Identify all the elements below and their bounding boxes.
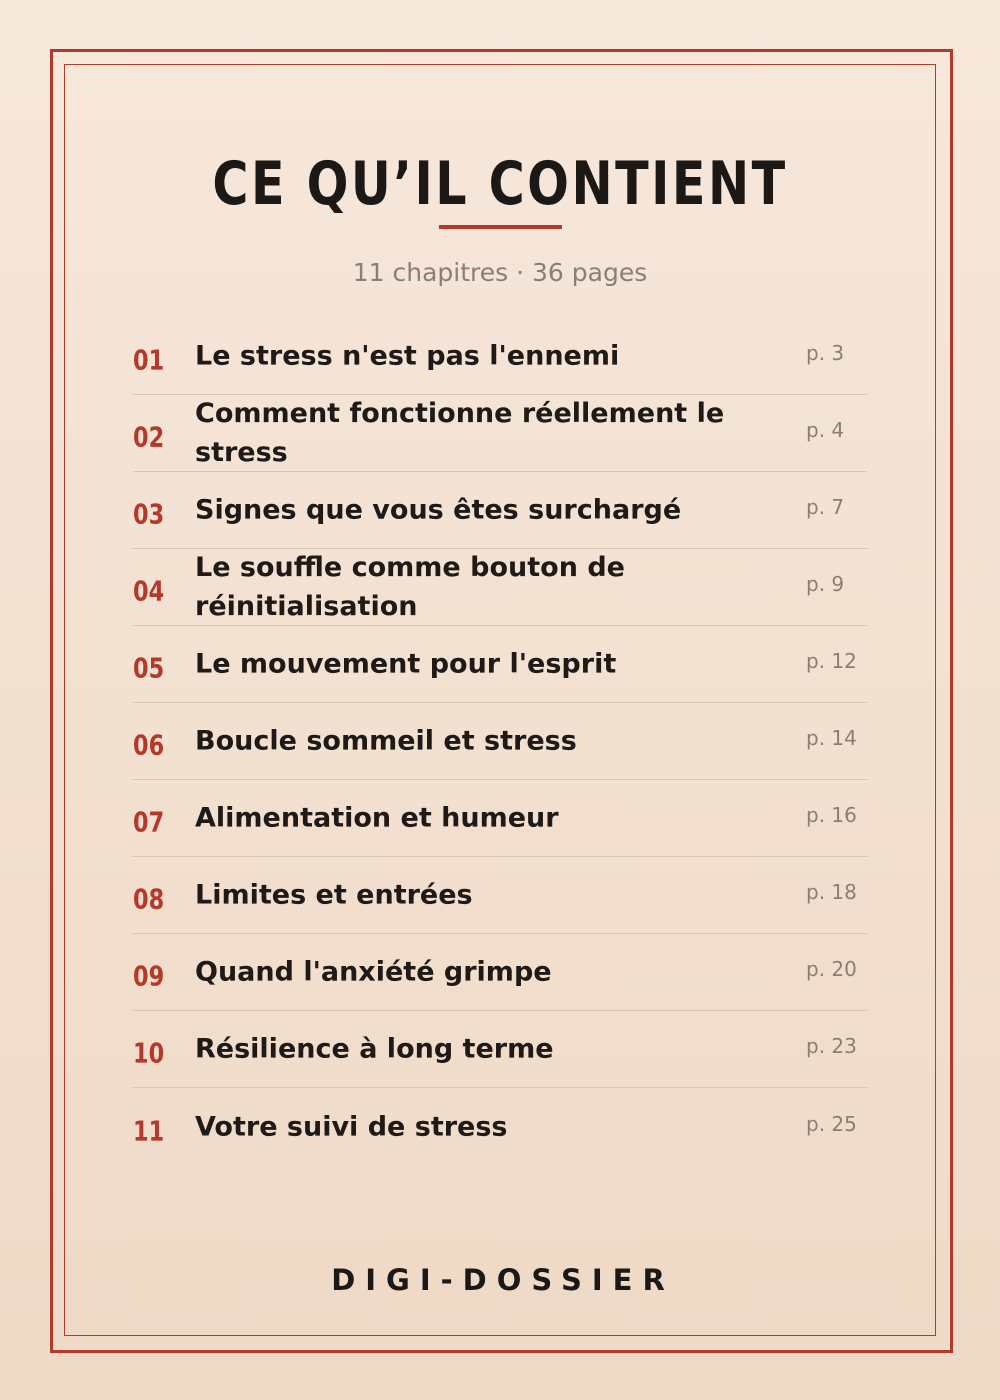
- chapter-page: p. 23: [806, 1034, 857, 1058]
- chapter-title: Boucle sommeil et stress: [195, 725, 577, 757]
- toc-row[interactable]: [133, 626, 867, 703]
- toc-row[interactable]: [133, 780, 867, 857]
- chapter-number: 04: [133, 574, 165, 608]
- chapter-number: 01: [133, 343, 165, 377]
- toc-row[interactable]: [133, 549, 867, 626]
- chapter-page: p. 4: [806, 418, 845, 442]
- chapter-number: 11: [133, 1114, 165, 1147]
- chapter-page: p. 20: [806, 957, 857, 981]
- chapter-page: p. 12: [806, 649, 857, 673]
- toc-row[interactable]: [133, 472, 867, 549]
- toc-row[interactable]: [133, 703, 867, 780]
- chapter-number: 03: [133, 497, 165, 531]
- toc-row[interactable]: [133, 318, 867, 395]
- chapter-number: 05: [133, 651, 165, 685]
- toc-row[interactable]: [133, 1088, 867, 1165]
- chapter-title: Votre suivi de stress: [195, 1111, 508, 1142]
- chapter-page: p. 25: [806, 1111, 857, 1136]
- toc-row[interactable]: [133, 857, 867, 934]
- chapter-page: p. 7: [806, 495, 845, 519]
- chapter-number: 10: [133, 1036, 165, 1070]
- chapter-title: Signes que vous êtes surchargé: [195, 494, 682, 526]
- chapter-number: 07: [133, 805, 165, 839]
- toc-row[interactable]: [133, 1011, 867, 1088]
- chapter-number: 08: [133, 882, 165, 916]
- page-title: CE QU’IL CONTIENT: [212, 149, 788, 219]
- chapter-page: p. 16: [806, 803, 857, 827]
- chapter-title: Alimentation et humeur: [195, 802, 559, 834]
- chapter-title: Résilience à long terme: [195, 1033, 554, 1065]
- chapter-title: Comment fonctionne réellement le stress: [195, 398, 725, 468]
- chapter-page: p. 3: [806, 341, 845, 365]
- title-underline: [439, 225, 562, 229]
- chapter-number: 06: [133, 728, 165, 762]
- chapter-title: Le mouvement pour l'esprit: [195, 648, 617, 680]
- chapter-number: 09: [133, 959, 165, 993]
- chapter-number: 02: [133, 420, 165, 454]
- chapter-page: p. 14: [806, 726, 857, 750]
- chapter-title: Quand l'anxiété grimpe: [195, 956, 552, 988]
- page-subtitle: 11 chapitres · 36 pages: [352, 258, 648, 287]
- chapter-title: Limites et entrées: [195, 879, 473, 911]
- table-of-contents: [133, 318, 867, 1165]
- toc-row[interactable]: [133, 934, 867, 1011]
- chapter-title: Le souffle comme bouton de réinitialisation: [195, 552, 625, 622]
- chapter-page: p. 9: [806, 572, 845, 596]
- chapter-page: p. 18: [806, 880, 857, 904]
- toc-row[interactable]: [133, 395, 867, 472]
- brand-name: DIGI-DOSSIER: [331, 1263, 675, 1297]
- chapter-title: Le stress n'est pas l'ennemi: [195, 340, 620, 372]
